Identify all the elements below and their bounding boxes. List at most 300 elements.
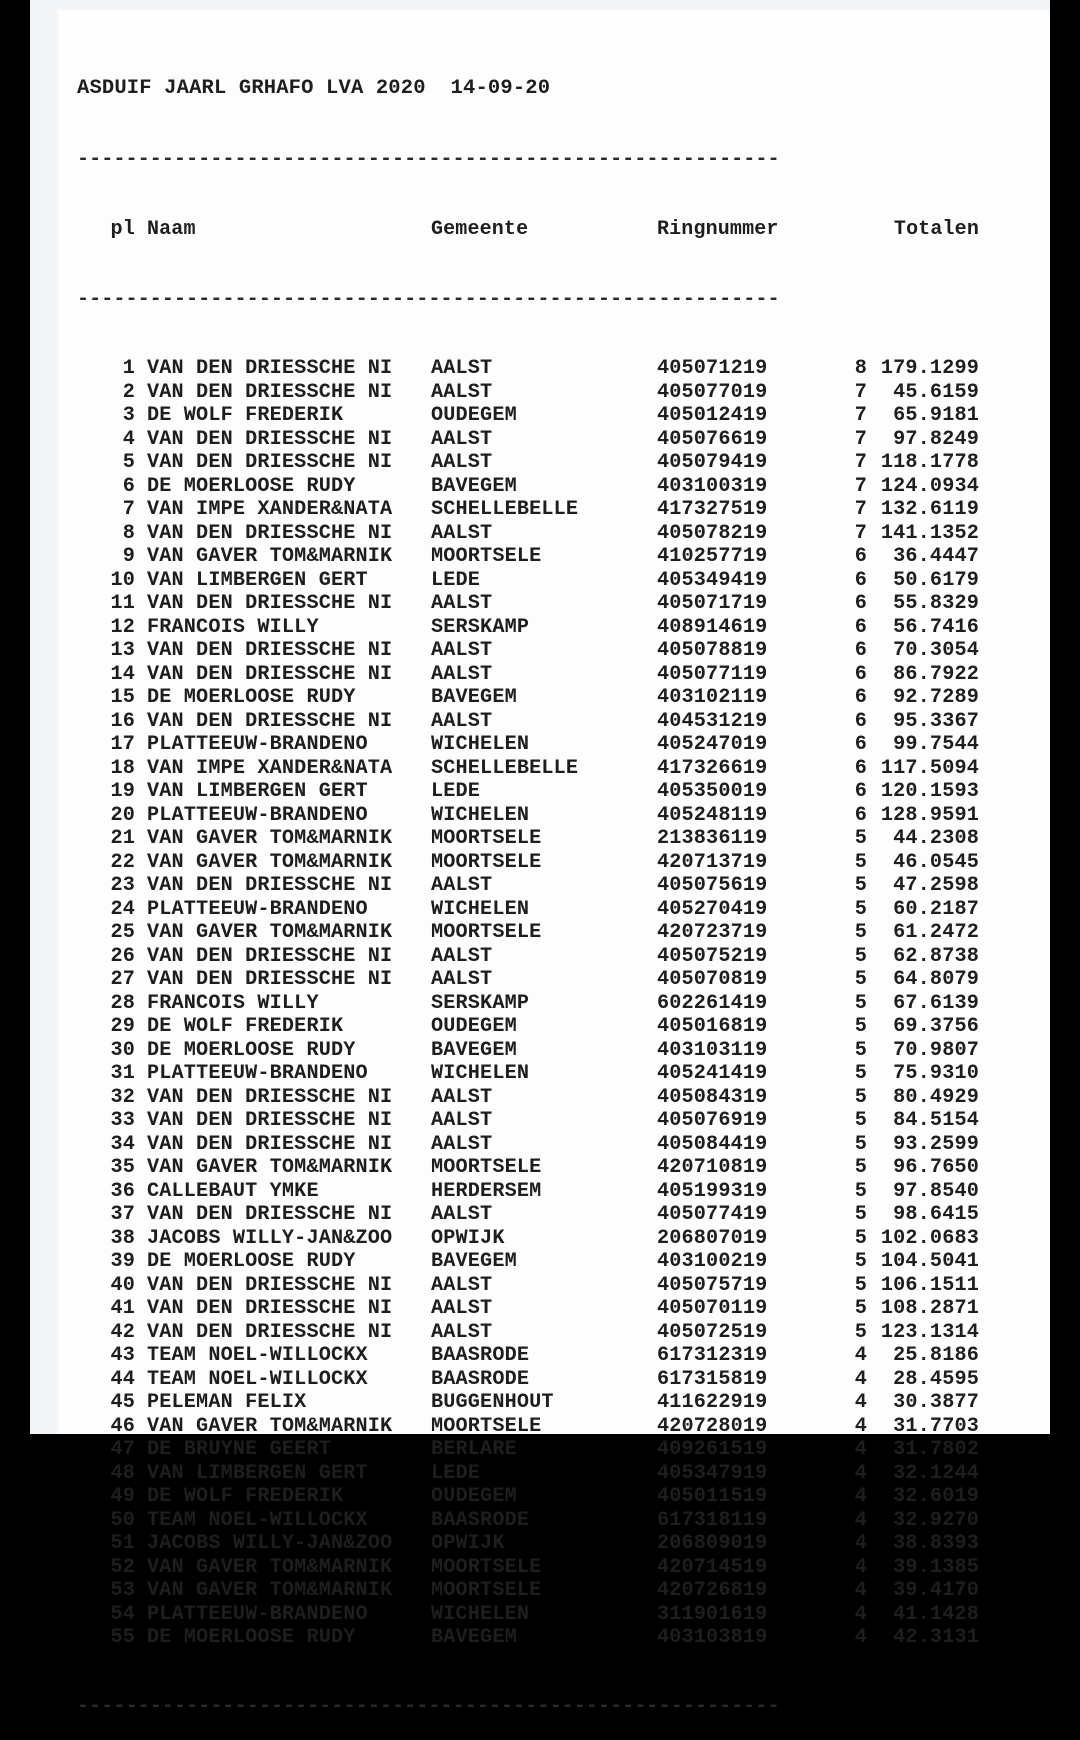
cell-naam: VAN DEN DRIESSCHE NI [147,709,393,733]
cell-count: 5 [854,921,867,944]
cell-naam: TEAM NOEL-WILLOCKX [147,1344,368,1367]
cell-naam: JACOBS WILLY-JAN&ZOO [147,1226,393,1250]
cell-totalen: 128.9591 [880,803,979,827]
table-row [77,616,979,640]
cell-pl: 22 [110,850,135,874]
table-row [77,451,979,475]
cell-pl: 54 [110,1602,135,1626]
table-row [77,1227,979,1251]
cell-gemeente: SCHELLEBELLE [431,756,579,780]
separator-top: ---------------------------------------------------------- [77,150,780,170]
cell-pl: 12 [110,615,135,639]
cell-gemeente: AALST [431,427,493,451]
cell-pl: 33 [110,1109,135,1132]
cell-count: 6 [854,592,867,615]
cell-gemeente: WICHELEN [431,733,530,756]
cell-count: 6 [854,780,867,803]
cell-pl: 10 [110,568,135,592]
cell-gemeente: AALST [431,968,493,991]
cell-totalen: 64.8079 [893,968,979,991]
cell-ringnummer: 420723719 [657,921,768,944]
cell-totalen: 95.3367 [893,709,979,733]
cell-ringnummer: 405077019 [657,380,768,404]
cell-count: 6 [854,568,867,592]
cell-totalen: 132.6119 [880,498,979,521]
cell-ringnummer: 405016819 [657,1015,768,1038]
cell-ringnummer: 420710819 [657,1156,768,1179]
cell-count: 6 [854,803,867,827]
cell-count: 4 [854,1485,867,1508]
cell-gemeente: BUGGENHOUT [431,1391,554,1414]
cell-pl: 49 [110,1485,135,1508]
cell-count: 7 [854,474,867,498]
cell-ringnummer: 311901619 [657,1602,768,1626]
cell-naam: VAN LIMBERGEN GERT [147,780,368,803]
cell-gemeente: AALST [431,1132,493,1156]
cell-gemeente: WICHELEN [431,897,530,921]
table-row [77,1297,979,1321]
cell-count: 4 [854,1555,867,1579]
cell-naam: JACOBS WILLY-JAN&ZOO [147,1532,393,1555]
table-row [77,1321,979,1345]
cell-naam: VAN GAVER TOM&MARNIK [147,827,393,850]
cell-ringnummer: 417327519 [657,498,768,521]
cell-pl: 7 [122,498,135,521]
cell-ringnummer: 405076619 [657,427,768,451]
cell-ringnummer: 409261519 [657,1438,768,1461]
cell-totalen: 106.1511 [880,1273,979,1297]
cell-totalen: 56.7416 [893,615,979,639]
cell-gemeente: OPWIJK [431,1226,505,1250]
cell-count: 5 [854,874,867,897]
cell-gemeente: WICHELEN [431,1602,530,1626]
cell-totalen: 30.3877 [893,1391,979,1414]
cell-pl: 53 [110,1579,135,1602]
cell-ringnummer: 420728019 [657,1414,768,1438]
cell-gemeente: SCHELLEBELLE [431,498,579,521]
cell-pl: 30 [110,1038,135,1062]
cell-count: 4 [854,1391,867,1414]
cell-naam: VAN DEN DRIESSCHE NI [147,662,393,686]
table-row [77,1532,979,1556]
cell-count: 5 [854,1179,867,1203]
column-header-totalen: Totalen [893,218,979,241]
cell-ringnummer: 405071719 [657,592,768,615]
cell-totalen: 38.8393 [893,1532,979,1555]
cell-ringnummer: 405079419 [657,451,768,474]
cell-naam: VAN LIMBERGEN GERT [147,1461,368,1485]
table-row [77,1556,979,1580]
cell-ringnummer: 405077119 [657,662,768,686]
table-row [77,1180,979,1204]
cell-totalen: 141.1352 [880,521,979,545]
table-row [77,1368,979,1392]
cell-totalen: 36.4447 [893,545,979,568]
cell-gemeente: BAVEGEM [431,474,517,498]
cell-count: 7 [854,498,867,521]
cell-naam: VAN DEN DRIESSCHE NI [147,639,393,662]
cell-ringnummer: 403100219 [657,1250,768,1273]
cell-count: 5 [854,968,867,991]
cell-count: 5 [854,1297,867,1320]
cell-gemeente: MOORTSELE [431,827,542,850]
cell-ringnummer: 405241419 [657,1062,768,1085]
cell-totalen: 25.8186 [893,1344,979,1367]
table-row [77,1133,979,1157]
cell-totalen: 123.1314 [880,1320,979,1344]
table-row [77,1086,979,1110]
cell-totalen: 80.4929 [893,1085,979,1109]
table-row [77,1626,979,1650]
cell-pl: 1 [122,357,135,380]
cell-totalen: 120.1593 [880,780,979,803]
cell-naam: VAN GAVER TOM&MARNIK [147,1555,393,1579]
cell-ringnummer: 403102119 [657,686,768,709]
cell-totalen: 98.6415 [893,1203,979,1226]
document-title: ASDUIF JAARL GRHAFO LVA 2020 14-09-20 [77,77,551,100]
cell-ringnummer: 405011519 [657,1485,768,1508]
cell-gemeente: BAASRODE [431,1508,530,1532]
cell-ringnummer: 405072519 [657,1320,768,1344]
cell-naam: VAN DEN DRIESSCHE NI [147,874,393,897]
table-row [77,968,979,992]
cell-naam: DE WOLF FREDERIK [147,404,344,427]
cell-ringnummer: 405070119 [657,1297,768,1320]
cell-pl: 26 [110,944,135,968]
cell-naam: DE MOERLOOSE RUDY [147,1038,356,1062]
cell-naam: PLATTEEUW-BRANDENO [147,803,368,827]
table-row [77,1015,979,1039]
cell-ringnummer: 405349419 [657,568,768,592]
cell-pl: 29 [110,1015,135,1038]
cell-count: 4 [854,1344,867,1367]
cell-gemeente: AALST [431,639,493,662]
table-row [77,921,979,945]
cell-totalen: 45.6159 [893,380,979,404]
cell-count: 6 [854,756,867,780]
cell-count: 5 [854,1085,867,1109]
cell-naam: DE MOERLOOSE RUDY [147,474,356,498]
cell-gemeente: AALST [431,662,493,686]
cell-gemeente: LEDE [431,780,481,803]
table-row [77,1062,979,1086]
table-row [77,1391,979,1415]
cell-naam: VAN DEN DRIESSCHE NI [147,427,393,451]
table-row [77,1156,979,1180]
cell-totalen: 104.5041 [880,1250,979,1273]
cell-pl: 20 [110,803,135,827]
cell-gemeente: BERLARE [431,1438,517,1461]
cell-ringnummer: 206807019 [657,1226,768,1250]
table-row [77,428,979,452]
cell-pl: 27 [110,968,135,991]
cell-ringnummer: 405347919 [657,1461,768,1485]
column-header-gemeente: Gemeente [431,218,529,241]
cell-totalen: 60.2187 [893,897,979,921]
cell-totalen: 84.5154 [893,1109,979,1132]
table-row [77,945,979,969]
cell-pl: 8 [122,521,135,545]
cell-count: 5 [854,1320,867,1344]
cell-pl: 3 [122,404,135,427]
cell-gemeente: BAASRODE [431,1367,530,1391]
cell-count: 5 [854,944,867,968]
cell-count: 8 [854,357,867,380]
cell-naam: VAN GAVER TOM&MARNIK [147,1156,393,1179]
cell-pl: 38 [110,1226,135,1250]
cell-naam: VAN GAVER TOM&MARNIK [147,850,393,874]
cell-ringnummer: 405084319 [657,1085,768,1109]
cell-pl: 44 [110,1367,135,1391]
cell-pl: 16 [110,709,135,733]
cell-count: 5 [854,1156,867,1179]
cell-naam: VAN LIMBERGEN GERT [147,568,368,592]
cell-totalen: 70.9807 [893,1038,979,1062]
cell-gemeente: BAVEGEM [431,1038,517,1062]
cell-gemeente: AALST [431,874,493,897]
cell-pl: 50 [110,1508,135,1532]
cell-ringnummer: 403100319 [657,474,768,498]
cell-pl: 46 [110,1414,135,1438]
cell-naam: VAN DEN DRIESSCHE NI [147,1273,393,1297]
cell-ringnummer: 405248119 [657,803,768,827]
cell-gemeente: AALST [431,1320,493,1344]
cell-gemeente: AALST [431,1297,493,1320]
cell-totalen: 31.7802 [893,1438,979,1461]
cell-count: 6 [854,709,867,733]
cell-totalen: 102.0683 [880,1226,979,1250]
table-row [77,874,979,898]
cell-naam: VAN DEN DRIESSCHE NI [147,944,393,968]
cell-ringnummer: 408914619 [657,615,768,639]
cell-ringnummer: 420726819 [657,1579,768,1602]
cell-pl: 23 [110,874,135,897]
table-row [77,804,979,828]
cell-gemeente: SERSKAMP [431,615,530,639]
cell-totalen: 96.7650 [893,1156,979,1179]
table-row [77,663,979,687]
cell-totalen: 118.1778 [880,451,979,474]
table-row [77,1250,979,1274]
results-document [77,28,979,1740]
cell-totalen: 117.5094 [880,756,979,780]
cell-naam: PLATTEEUW-BRANDENO [147,733,368,756]
cell-pl: 19 [110,780,135,803]
table-row [77,592,979,616]
cell-ringnummer: 617315819 [657,1367,768,1391]
table-row [77,1415,979,1439]
cell-naam: VAN DEN DRIESSCHE NI [147,1085,393,1109]
cell-naam: PLATTEEUW-BRANDENO [147,1062,368,1085]
cell-naam: DE WOLF FREDERIK [147,1015,344,1038]
table-row [77,404,979,428]
table-row [77,569,979,593]
cell-pl: 18 [110,756,135,780]
cell-totalen: 97.8249 [893,427,979,451]
cell-totalen: 108.2871 [880,1297,979,1320]
table-row [77,992,979,1016]
cell-naam: DE BRUYNE GEERT [147,1438,331,1461]
cell-ringnummer: 405078219 [657,521,768,545]
cell-ringnummer: 405350019 [657,780,768,803]
cell-ringnummer: 405012419 [657,404,768,427]
cell-pl: 17 [110,733,135,756]
cell-count: 4 [854,1508,867,1532]
cell-naam: VAN DEN DRIESSCHE NI [147,1297,393,1320]
cell-naam: VAN DEN DRIESSCHE NI [147,968,393,991]
cell-totalen: 32.9270 [893,1508,979,1532]
cell-ringnummer: 206809019 [657,1532,768,1555]
table-row [77,381,979,405]
table-row [77,1203,979,1227]
table-row [77,357,979,381]
cell-ringnummer: 405077419 [657,1203,768,1226]
cell-count: 7 [854,451,867,474]
table-row [77,498,979,522]
cell-totalen: 65.9181 [893,404,979,427]
cell-naam: VAN DEN DRIESSCHE NI [147,1203,393,1226]
cell-gemeente: LEDE [431,568,481,592]
cell-ringnummer: 411622919 [657,1391,768,1414]
cell-naam: VAN DEN DRIESSCHE NI [147,1109,393,1132]
cell-naam: VAN DEN DRIESSCHE NI [147,357,393,380]
cell-count: 6 [854,662,867,686]
cell-naam: FRANCOIS WILLY [147,991,319,1015]
table-row [77,545,979,569]
cell-pl: 37 [110,1203,135,1226]
cell-totalen: 70.3054 [893,639,979,662]
cell-totalen: 42.3131 [893,1626,979,1649]
cell-pl: 15 [110,686,135,709]
table-row [77,639,979,663]
cell-naam: DE MOERLOOSE RUDY [147,686,356,709]
cell-totalen: 124.0934 [880,474,979,498]
cell-pl: 24 [110,897,135,921]
cell-count: 5 [854,850,867,874]
cell-count: 6 [854,639,867,662]
cell-count: 5 [854,1062,867,1085]
cell-count: 5 [854,1203,867,1226]
cell-totalen: 69.3756 [893,1015,979,1038]
table-row [77,686,979,710]
cell-totalen: 32.1244 [893,1461,979,1485]
table-row [77,1603,979,1627]
cell-gemeente: MOORTSELE [431,1579,542,1602]
cell-ringnummer: 405199319 [657,1179,768,1203]
cell-ringnummer: 405070819 [657,968,768,991]
cell-count: 6 [854,733,867,756]
cell-count: 5 [854,1250,867,1273]
cell-count: 7 [854,427,867,451]
cell-naam: CALLEBAUT YMKE [147,1179,319,1203]
cell-gemeente: WICHELEN [431,803,530,827]
cell-pl: 11 [110,592,135,615]
cell-pl: 34 [110,1132,135,1156]
table-row [77,733,979,757]
cell-pl: 39 [110,1250,135,1273]
cell-totalen: 46.0545 [893,850,979,874]
cell-pl: 13 [110,639,135,662]
cell-pl: 25 [110,921,135,944]
cell-naam: VAN DEN DRIESSCHE NI [147,1132,393,1156]
cell-totalen: 62.8738 [893,944,979,968]
cell-count: 4 [854,1367,867,1391]
cell-count: 7 [854,521,867,545]
cell-count: 7 [854,404,867,427]
separator-bottom: ---------------------------------------------------------- [77,1696,780,1717]
cell-count: 5 [854,991,867,1015]
cell-naam: FRANCOIS WILLY [147,615,319,639]
cell-totalen: 39.4170 [893,1579,979,1602]
cell-pl: 40 [110,1273,135,1297]
cell-count: 4 [854,1579,867,1602]
cell-naam: TEAM NOEL-WILLOCKX [147,1508,368,1532]
cell-pl: 55 [110,1626,135,1649]
results-table-body [77,357,979,1650]
cell-count: 5 [854,1015,867,1038]
cell-naam: DE MOERLOOSE RUDY [147,1626,356,1649]
cell-gemeente: AALST [431,521,493,545]
cell-gemeente: AALST [431,592,493,615]
table-row [77,710,979,734]
cell-pl: 41 [110,1297,135,1320]
cell-totalen: 75.9310 [893,1062,979,1085]
cell-naam: VAN GAVER TOM&MARNIK [147,1579,393,1602]
table-row [77,1109,979,1133]
cell-ringnummer: 405075619 [657,874,768,897]
table-row [77,1485,979,1509]
cell-pl: 52 [110,1555,135,1579]
cell-naam: VAN DEN DRIESSCHE NI [147,592,393,615]
cell-gemeente: AALST [431,1273,493,1297]
cell-gemeente: BAVEGEM [431,1250,517,1273]
cell-count: 5 [854,897,867,921]
cell-naam: VAN DEN DRIESSCHE NI [147,451,393,474]
cell-pl: 6 [122,474,135,498]
cell-gemeente: OUDEGEM [431,404,517,427]
cell-gemeente: AALST [431,1085,493,1109]
cell-count: 6 [854,686,867,709]
separator-header: ---------------------------------------------------------- [77,290,780,310]
table-row [77,851,979,875]
cell-count: 6 [854,545,867,568]
cell-count: 4 [854,1438,867,1461]
cell-ringnummer: 420713719 [657,850,768,874]
cell-naam: PLATTEEUW-BRANDENO [147,897,368,921]
cell-totalen: 93.2599 [893,1132,979,1156]
cell-naam: VAN IMPE XANDER&NATA [147,498,393,521]
table-row [77,898,979,922]
cell-pl: 9 [122,545,135,568]
cell-ringnummer: 405071219 [657,357,768,380]
cell-totalen: 86.7922 [893,662,979,686]
cell-pl: 4 [122,427,135,451]
cell-totalen: 97.8540 [893,1179,979,1203]
cell-ringnummer: 405084419 [657,1132,768,1156]
table-row [77,1462,979,1486]
cell-pl: 28 [110,991,135,1015]
cell-count: 4 [854,1532,867,1555]
cell-naam: VAN DEN DRIESSCHE NI [147,521,393,545]
cell-gemeente: OUDEGEM [431,1485,517,1508]
cell-count: 5 [854,827,867,850]
table-row [77,1274,979,1298]
cell-ringnummer: 405075719 [657,1273,768,1297]
cell-count: 5 [854,1038,867,1062]
cell-totalen: 47.2598 [893,874,979,897]
cell-gemeente: OPWIJK [431,1532,505,1555]
table-row [77,757,979,781]
